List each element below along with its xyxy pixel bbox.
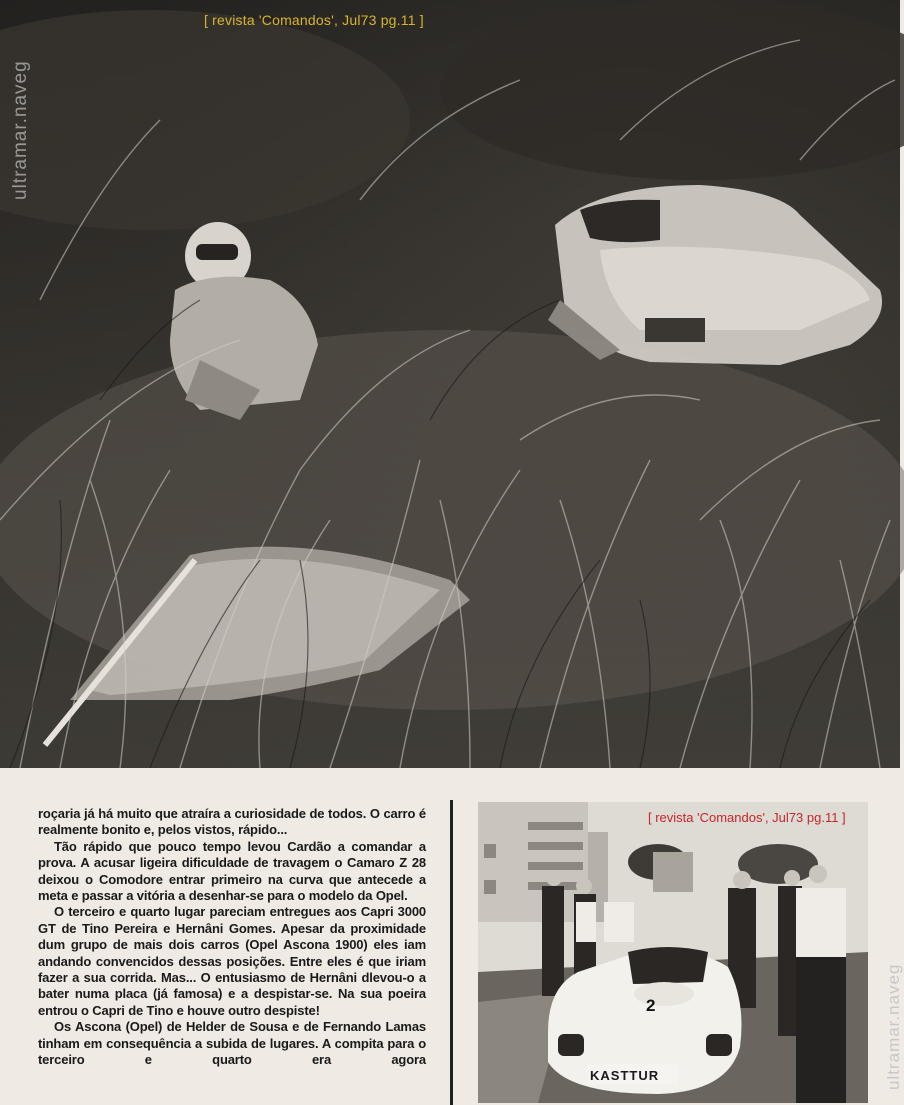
article-paragraph: O terceiro e quarto lugar pareciam entregues aos Capri 3000 GT de Tino Pereira e Hernâni Gomes. Apesar da proximidade dum grupo de mais dois carros (Opel Ascona 1900) eles iam andando convencidos dessas posições. Entre eles é que iriam fazer a sua corrida. Mas... O entusiasmo de Hernâni dlevou-o a bater numa placa (já famosa) e a despistar-se. Na sua poeira entrou o Capri de Tino e houve outro despiste! bbox=[38, 904, 426, 1018]
watermark: ultramar.naveg bbox=[884, 963, 903, 1090]
article-text bbox=[38, 806, 426, 1069]
photo-caption: [ revista 'Comandos', Jul73 pg.11 ] bbox=[648, 810, 846, 825]
article-section bbox=[0, 768, 900, 1105]
race-car-photo bbox=[478, 802, 868, 1103]
watermark: ultramar.naveg bbox=[10, 60, 31, 200]
car-number-label: 2 bbox=[646, 996, 656, 1015]
article-paragraph: roçaria já há muito que atraíra a curiosidade de todos. O carro é realmente bonito e, pelos vistos, rápido... bbox=[38, 806, 426, 838]
race-car-scene-image bbox=[478, 802, 868, 1103]
car-sponsor-label: KASTTUR bbox=[590, 1068, 660, 1083]
photo-caption: [ revista 'Comandos', Jul73 pg.11 ] bbox=[204, 12, 424, 28]
column-divider bbox=[450, 800, 453, 1105]
article-paragraph: Os Ascona (Opel) de Helder de Sousa e de Fernando Lamas tinham em consequência a subida de lugares. A compita para o terceiro e quarto era agora bbox=[38, 1019, 426, 1068]
article-paragraph: Tão rápido que pouco tempo levou Cardão a comandar a prova. A acusar ligeira dificuldade de travagem o Camaro Z 28 deixou o Comodore entrar primeiro na curva que antecede a meta e passar a vitória a desenhar-se para o modelo da Opel. bbox=[38, 838, 426, 904]
